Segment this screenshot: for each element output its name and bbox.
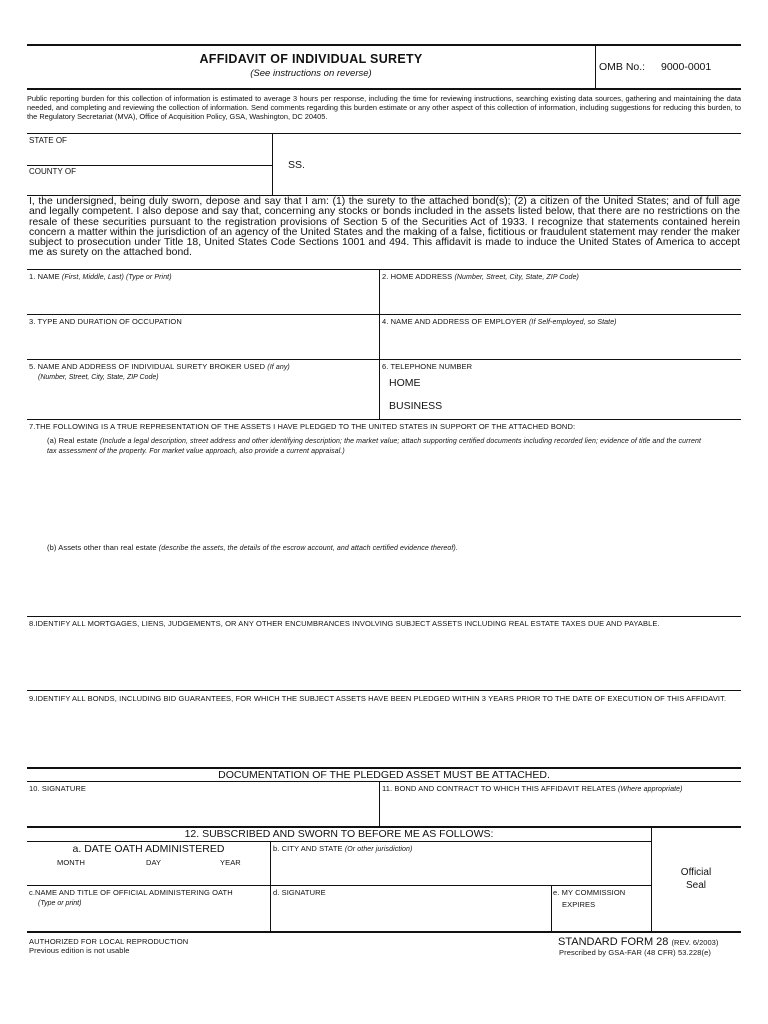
- other-assets-field[interactable]: [47, 555, 737, 613]
- seal-label-1: Official: [680, 867, 712, 878]
- bonds-field[interactable]: [29, 717, 737, 763]
- field-1-label: 1. NAME (First, Middle, Last) (Type or Print): [29, 272, 172, 281]
- home-address-field[interactable]: [382, 283, 737, 311]
- field-6-label: 6. TELEPHONE NUMBER: [382, 362, 473, 371]
- official-seal-area: [652, 866, 740, 892]
- business-phone-field[interactable]: [450, 399, 735, 414]
- field-7-label: 7.THE FOLLOWING IS A TRUE REPRESENTATION OF THE ASSETS I HAVE PLEDGED TO THE UNITED STATES IN SUPPORT OF THE ATTACHED BOND:: [29, 422, 576, 431]
- seal-label-2: Seal: [685, 880, 706, 891]
- form-identifier: STANDARD FORM 28 (REV. 6/2003): [558, 936, 719, 948]
- burden-notice: Public reporting burden for this collection of information is estimated to average 3 hours per response, including the time for reviewing instructions, searching existing data sources, gathering and maintaining the data needed, and completing and reviewing the collection of information. Send comments regarding this burden estimate or any other aspect of this collection of information, including suggestions for reducing this burden, to the Regulatory Secretariat (MVA), Office of Acquisition Policy, GSA, Washington, DC 20405.: [27, 94, 741, 121]
- field-10-label: 10. SIGNATURE: [29, 784, 87, 793]
- day-label: DAY: [146, 858, 162, 867]
- field-12b-label: b. CITY AND STATE (Or other jurisdiction): [273, 844, 413, 853]
- omb-label: OMB No.:: [599, 61, 646, 73]
- surety-signature-field[interactable]: [29, 796, 375, 822]
- field-4-label: 4. NAME AND ADDRESS OF EMPLOYER (If Self-employed, so State): [382, 317, 617, 326]
- county-of-label: COUNTY OF: [29, 167, 76, 176]
- name-field[interactable]: [29, 283, 375, 311]
- form-title: AFFIDAVIT OF INDIVIDUAL SURETY: [199, 52, 423, 66]
- broker-field[interactable]: [29, 385, 375, 415]
- previous-edition-note: Previous edition is not usable: [29, 946, 130, 955]
- field-7b-label: (b) Assets other than real estate (describe the assets, the details of the escrow account, and attach certified evidence thereof).: [47, 543, 458, 552]
- county-of-field[interactable]: [29, 177, 269, 193]
- city-state-field[interactable]: [273, 856, 647, 884]
- state-of-field[interactable]: [29, 146, 269, 164]
- year-label: YEAR: [220, 858, 241, 867]
- field-9-label: 9.IDENTIFY ALL BONDS, INCLUDING BID GUARANTEES, FOR WHICH THE SUBJECT ASSETS HAVE BEEN PLEDGED WITHIN 3 YEARS PRIOR TO THE DATE OF EXECUTION OF THIS AFFIDAVIT.: [29, 694, 727, 703]
- field-12e-label-2: EXPIRES: [562, 900, 596, 909]
- field-12a-label: a. DATE OATH ADMINISTERED: [72, 843, 225, 855]
- occupation-field[interactable]: [29, 328, 375, 356]
- affirmation-text: I, the undersigned, being duly sworn, depose and say that I am: (1) the surety to the attached bond(s); (2) a citizen of the United States; and of full age and legally competent. I also depose and say that, concerning any stocks or bonds included in the assets listed below, that there are no restrictions on the resale of these securities pursuant to the registration provisions of Section 5 of the Securities Act of 1933. I recognize that statements contained herein concern a matter within the jurisdiction of an agency of the United States and the making of a false, fictitious or fraudulent statement may render the maker subject to prosecution under Title 18, United States Code Sections 1001 and 494. This affidavit is made to induce the United States of America to accept me as surety on the attached bond.: [29, 196, 740, 259]
- commission-expires-field[interactable]: [553, 911, 648, 929]
- ss-label: SS.: [288, 159, 305, 171]
- field-11-label: 11. BOND AND CONTRACT TO WHICH THIS AFFIDAVIT RELATES (Where appropriate): [382, 784, 683, 793]
- field-12e-label: e. MY COMMISSION: [553, 888, 626, 897]
- field-5-note: (Number, Street, City, State, ZIP Code): [38, 374, 159, 381]
- field-7a-label: (a) Real estate (Include a legal description, street address and other identifying description; the market value; attach supporting certified documents including recorded lien; evidence of title and the current tax assessment of the property. For market value approach, also provide a current appraisal.): [47, 436, 702, 455]
- encumbrances-field[interactable]: [29, 642, 737, 688]
- prescribed-by: Prescribed by GSA-FAR (48 CFR) 53.228(e): [559, 948, 711, 957]
- oath-date-field[interactable]: [29, 869, 267, 883]
- field-3-label: 3. TYPE AND DURATION OF OCCUPATION: [29, 317, 182, 326]
- official-name-field[interactable]: [29, 911, 267, 929]
- home-phone-field[interactable]: [430, 376, 735, 391]
- state-of-label: STATE OF: [29, 136, 67, 145]
- field-5-label: 5. NAME AND ADDRESS OF INDIVIDUAL SURETY BROKER USED (If any): [29, 362, 290, 371]
- real-estate-field[interactable]: [47, 460, 737, 538]
- field-12d-label: d. SIGNATURE: [273, 888, 326, 897]
- authorized-reproduction: AUTHORIZED FOR LOCAL REPRODUCTION: [29, 937, 189, 946]
- month-label: MONTH: [57, 858, 85, 867]
- business-phone-label: BUSINESS: [389, 400, 443, 412]
- official-signature-field[interactable]: [273, 900, 547, 928]
- form-subtitle: (See instructions on reverse): [250, 68, 372, 79]
- bond-contract-field[interactable]: [382, 806, 737, 824]
- home-phone-label: HOME: [389, 377, 421, 389]
- field-12c-note: (Type or print): [38, 900, 82, 907]
- field-12c-label: c.NAME AND TITLE OF OFFICIAL ADMINISTERING OATH: [29, 888, 233, 897]
- employer-field[interactable]: [382, 328, 737, 356]
- documentation-notice: DOCUMENTATION OF THE PLEDGED ASSET MUST BE ATTACHED.: [218, 769, 550, 781]
- omb-number: 9000-0001: [661, 61, 712, 73]
- field-12-heading: 12. SUBSCRIBED AND SWORN TO BEFORE ME AS FOLLOWS:: [184, 828, 494, 840]
- field-2-label: 2. HOME ADDRESS (Number, Street, City, State, ZIP Code): [382, 272, 579, 281]
- field-8-label: 8.IDENTIFY ALL MORTGAGES, LIENS, JUDGEMENTS, OR ANY OTHER ENCUMBRANCES INVOLVING SUBJECT ASSETS INCLUDING REAL ESTATE TAXES DUE AND PAYABLE.: [29, 619, 660, 628]
